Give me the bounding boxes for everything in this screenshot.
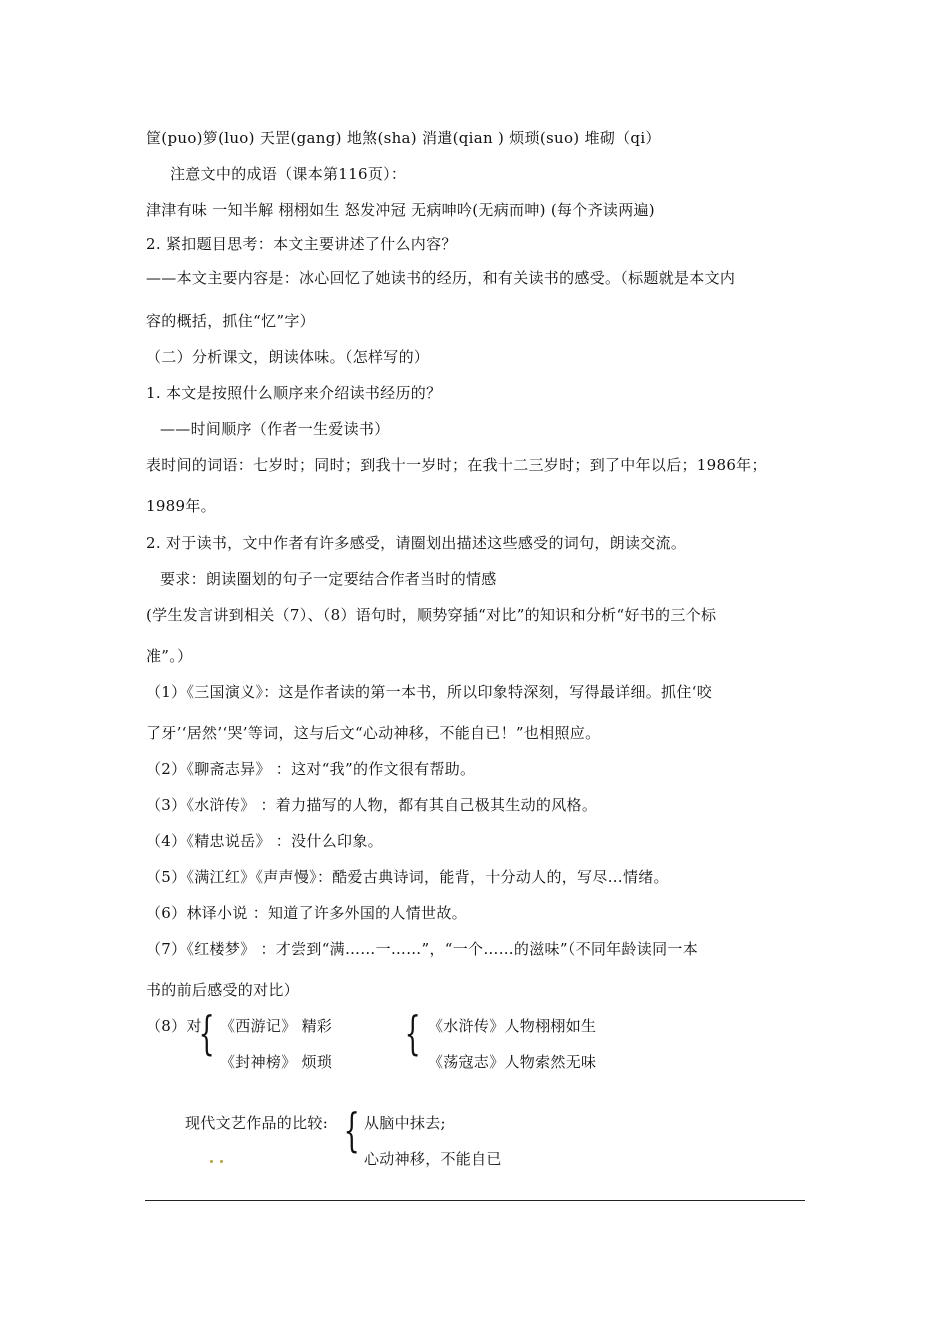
answer-1: ——时间顺序（作者一生爱读书） (160, 420, 390, 438)
mark-dot (220, 1160, 223, 1163)
pinyin-line: 筐(puo)箩(luo) 天罡(gang) 地煞(sha) 消遣(qian ) 烦琐(suo) 堆砌（qi） (146, 129, 661, 147)
question-2b: 2. 对于读书，文中作者有许多感受，请圈划出描述这些感受的词句，朗读交流。 (146, 534, 687, 552)
time-words-line2: 1989年。 (146, 497, 216, 515)
compare-left-bottom: 《封神榜》 烦琐 (220, 1053, 333, 1071)
item-5: （5）《满江红》《声声慢》：酷爱古典诗词，能背，十分动人的，写尽…情绪。 (146, 868, 669, 886)
mark-dot (210, 1160, 213, 1163)
note-line1: (学生发言讲到相关（7）、（8）语句时，顺势穿插“对比”的知识和分析“好书的三个标 (146, 606, 717, 624)
idioms-line: 津津有味 一知半解 栩栩如生 怒发冲冠 无病呻吟(无病而呻) (每个齐读两遍) (146, 201, 655, 219)
item-4: （4）《精忠说岳》 ：没什么印象。 (146, 832, 383, 850)
modern-label: 现代文艺作品的比较: (185, 1114, 329, 1132)
item-1-line1: （1）《三国演义》：这是作者读的第一本书，所以印象特深刻，写得最详细。抓住‘咬 (146, 683, 713, 701)
answer-2-line2: 容的概括，抓住“忆”字） (146, 312, 315, 330)
item-1-line2: 了牙’‘居然’‘哭’等词，这与后文“心动神移，不能自已！”也相照应。 (146, 724, 601, 742)
section-heading-2: （二）分析课文，朗读体味。（怎样写的） (146, 348, 430, 366)
item-7-line1: （7）《红楼梦》 ：才尝到“满……一……”，“一个……的滋味”（不同年龄读同一本 (146, 940, 698, 958)
item-6: （6）林译小说 ：知道了许多外国的人情世故。 (146, 904, 467, 922)
note-line2: 准”。） (146, 647, 193, 665)
modern-top: 从脑中抹去; (364, 1114, 446, 1132)
item-8-prefix: （8）对 (146, 1017, 202, 1035)
modern-bottom: 心动神移，不能自已 (364, 1150, 502, 1168)
question-2: 2. 紧扣题目思考：本文主要讲述了什么内容？ (146, 235, 457, 253)
compare-left-top: 《西游记》 精彩 (220, 1017, 333, 1035)
right-brace-icon: { (404, 1006, 421, 1060)
footer-rule (145, 1200, 805, 1201)
idioms-heading: 注意文中的成语（课本第116页）： (170, 165, 407, 183)
requirement: 要求：朗读圈划的句子一定要结合作者当时的情感 (160, 570, 497, 588)
compare-right-bottom: 《荡寇志》人物索然无味 (428, 1053, 597, 1071)
question-1: 1. 本文是按照什么顺序来介绍读书经历的？ (146, 384, 442, 402)
compare-right-top: 《水浒传》人物栩栩如生 (428, 1017, 597, 1035)
item-7-line2: 书的前后感受的对比） (146, 981, 300, 999)
item-3: （3）《水浒传》 ：着力描写的人物，都有其自己极其生动的风格。 (146, 796, 598, 814)
time-words-line1: 表时间的词语：七岁时；同时；到我十一岁时；在我十二三岁时；到了中年以后；1986年； (146, 456, 767, 474)
answer-2-line1: ——本文主要内容是：冰心回忆了她读书的经历，和有关读书的感受。（标题就是本文内 (146, 269, 736, 287)
left-brace-icon: { (198, 1006, 215, 1060)
item-2: （2）《聊斋志异》 ：这对“我”的作文很有帮助。 (146, 760, 476, 778)
modern-brace-icon: { (343, 1103, 360, 1157)
